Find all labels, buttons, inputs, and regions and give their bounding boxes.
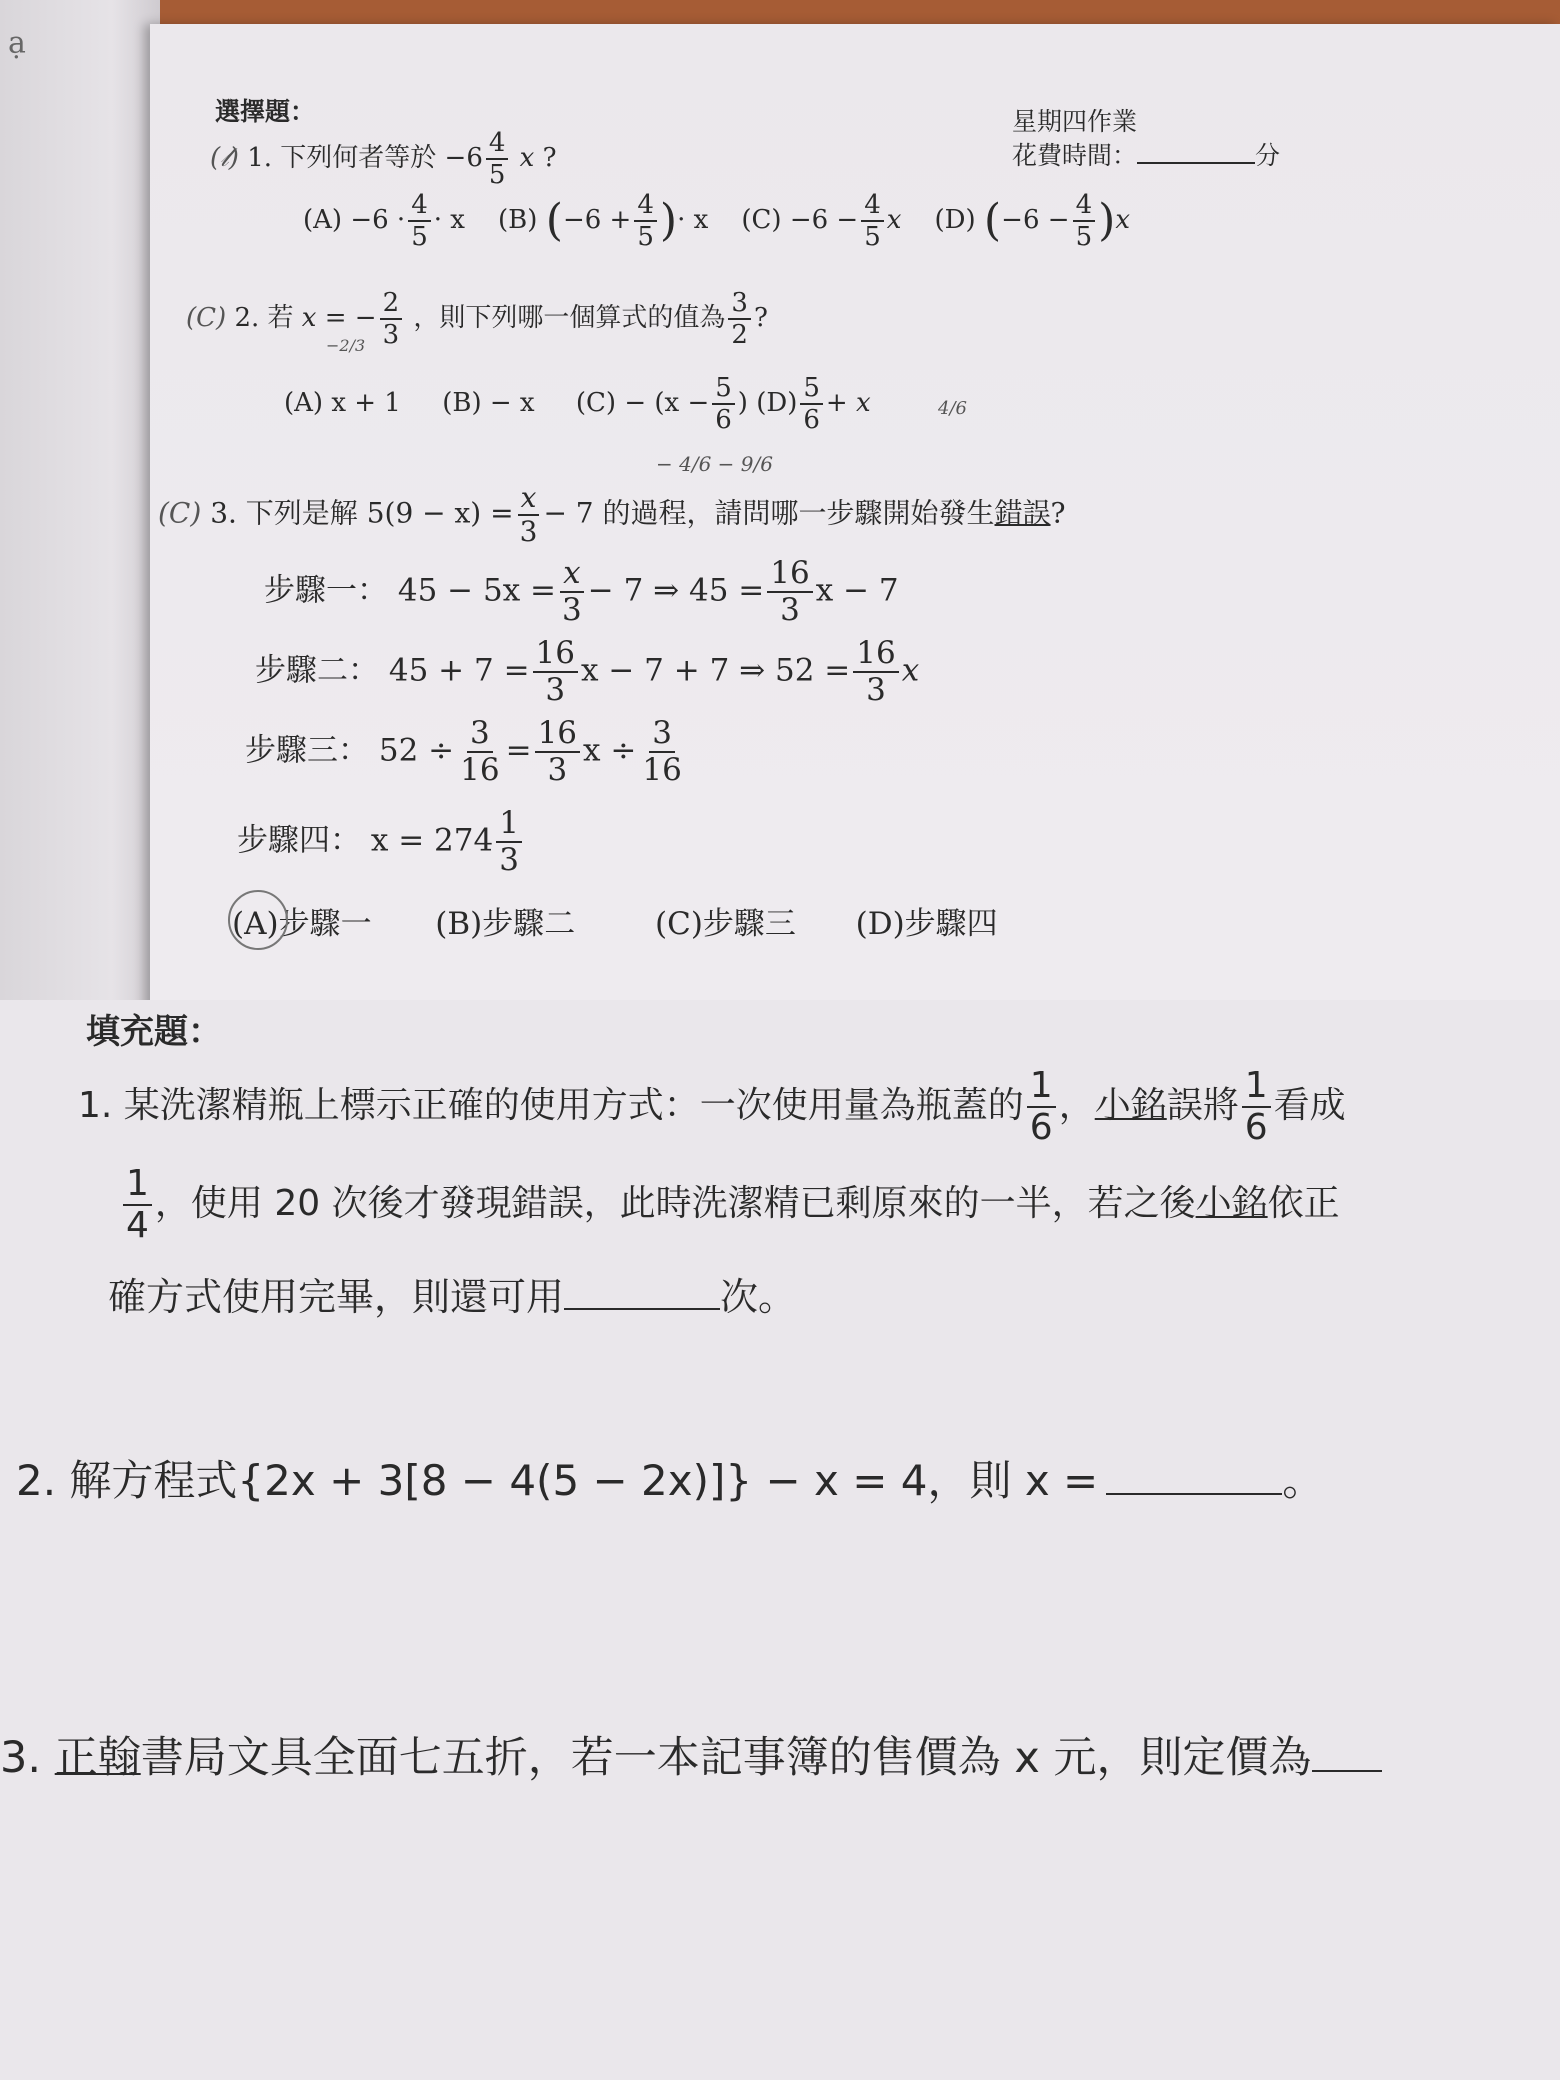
mc-question-3 bbox=[158, 481, 1066, 548]
q2-prompt-a: 2. 若 bbox=[234, 303, 294, 333]
q3-prompt-error: 錯誤 bbox=[994, 496, 1051, 530]
section-title-multiple-choice: 選擇題： bbox=[215, 97, 316, 126]
q1-value-whole: −6 bbox=[444, 143, 483, 173]
q2-x-fraction: $\frac{2}{3}$ bbox=[380, 290, 403, 348]
q3-option-a[interactable]: (A)步驟一 bbox=[232, 906, 372, 942]
fill-q3-answer-blank[interactable] bbox=[1312, 1770, 1382, 1772]
q1-option-b[interactable]: (B) (−6 + $\frac{4}{5}$ )· x bbox=[498, 190, 709, 252]
q1-option-c[interactable]: (C) −6 − $\frac{4}{5}$ x bbox=[741, 190, 902, 252]
q1-option-d[interactable]: (D) (−6 − $\frac{4}{5}$ )x bbox=[934, 190, 1131, 252]
fill-question-3: 3. 正翰書局文具全面七五折，若一本記事簿的售價為 x 元，則定價為 bbox=[0, 1724, 1382, 1785]
q1-options bbox=[303, 192, 1130, 250]
worksheet-lower bbox=[0, 1000, 1560, 2080]
q3-option-b[interactable]: (B)步驟二 bbox=[435, 906, 576, 942]
fill-q1-answer-blank[interactable] bbox=[564, 1308, 720, 1310]
q1-option-a[interactable]: (A) −6 · $\frac{4}{5}$ · x bbox=[303, 190, 465, 252]
q1-prompt: 1. 下列何者等於 bbox=[247, 143, 437, 173]
q1-value-fraction: $\frac{4}{5}$ bbox=[486, 130, 509, 188]
q1-answer-mark: (𝓁) bbox=[210, 143, 239, 173]
q2-hand-note-3: − 4/6 − 9/6 bbox=[656, 452, 773, 476]
q3-step-3: 步驟三： 52 ÷ $\frac{3}{16}$ = $\frac{16}{3}$ x ÷ $\frac{3}{16}$ bbox=[245, 715, 682, 788]
q3-prompt-b: − 7 的過程，請問哪一步驟開始發生 bbox=[543, 496, 995, 530]
q3-step-1: 步驟一： 45 − 5x = $\frac{x}{3}$ − 7 ⇒ 45 = $\frac{16}{3}$ x − 7 bbox=[264, 555, 899, 628]
fill-question-2: 2. 解方程式{2x + 3[8 − 4(5 − 2x)]} − x = 4，則 x = 。 bbox=[16, 1456, 1325, 1505]
step-2-label: 步驟二： bbox=[255, 652, 379, 689]
step-3-label: 步驟三： bbox=[245, 732, 369, 769]
q3-option-c[interactable]: (C)步驟三 bbox=[655, 906, 796, 942]
q3-prompt-a: 3. 下列是解 5(9 − x) = bbox=[210, 496, 514, 530]
time-blank[interactable] bbox=[1137, 162, 1255, 164]
q3-step-4: 步驟四： x = 274 $\frac{1}{3}$ bbox=[237, 808, 525, 876]
person-name: 小銘 bbox=[1094, 1085, 1167, 1126]
section-title-fill-in: 填充題： bbox=[86, 1012, 222, 1052]
time-spent bbox=[1012, 136, 1280, 172]
q2-options bbox=[284, 375, 871, 433]
q3-prompt-fraction: $\frac{x}{3}$ bbox=[519, 481, 538, 548]
homework-title: 星期四作業 bbox=[1012, 107, 1138, 136]
mc-question-1 bbox=[210, 130, 557, 188]
q3-answer-mark: (C) bbox=[158, 496, 202, 530]
person-name-2: 小銘 bbox=[1195, 1183, 1268, 1224]
q2-option-b[interactable]: (B) − x bbox=[442, 388, 535, 418]
q2-hand-note-1: −2/3 bbox=[326, 336, 366, 355]
margin-mark-icon: ạ bbox=[8, 26, 26, 61]
time-unit: 分 bbox=[1255, 141, 1281, 170]
q2-option-a[interactable]: (A) x + 1 bbox=[284, 388, 401, 418]
q2-hand-note-2: 4/6 bbox=[938, 398, 967, 419]
mc-question-2 bbox=[186, 290, 768, 348]
q2-answer-mark: (C) bbox=[186, 303, 227, 333]
q1-question-mark: ? bbox=[542, 143, 557, 173]
q2-question-mark: ? bbox=[753, 303, 768, 333]
q3-option-d[interactable]: (D)步驟四 bbox=[855, 906, 998, 942]
q2-x-eq: x = − bbox=[301, 303, 377, 333]
q3-step-2: 步驟二： 45 + 7 = $\frac{16}{3}$ x − 7 + 7 ⇒ 52 = $\frac{16}{3}$ x bbox=[255, 635, 920, 708]
store-name: 正翰 bbox=[54, 1733, 141, 1783]
time-label: 花費時間： bbox=[1012, 141, 1138, 170]
q2-target-fraction: $\frac{3}{2}$ bbox=[728, 290, 751, 348]
q1-var: x bbox=[519, 143, 535, 173]
answer-circle-mark bbox=[228, 890, 288, 950]
fill-question-1-line-2: $\frac{1}{4}$ ，使用 20 次後才發現錯誤，此時洗潔精已剩原來的一半，若之後小銘依正 bbox=[120, 1166, 1340, 1244]
q3-question-mark: ? bbox=[1050, 496, 1066, 530]
step-1-label: 步驟一： bbox=[264, 572, 388, 609]
fill-q2-answer-blank[interactable] bbox=[1106, 1493, 1282, 1495]
step-4-label: 步驟四： bbox=[237, 822, 361, 859]
q2-option-d[interactable]: (D) $\frac{5}{6}$ + x bbox=[756, 373, 871, 435]
q2-prompt-b: ，則下列哪一個算式的值為 bbox=[413, 303, 726, 333]
fill-question-1-line-3: 確方式使用完畢，則還可用 次。 bbox=[108, 1275, 797, 1319]
q2-option-c[interactable]: (C) − (x − $\frac{5}{6}$ ) bbox=[575, 373, 748, 435]
fill-question-1-line-1: 1. 某洗潔精瓶上標示正確的使用方式：一次使用量為瓶蓋的 $\frac{1}{6}$ ，小銘誤將 $\frac{1}{6}$ 看成 bbox=[78, 1065, 1346, 1148]
q3-options bbox=[232, 898, 998, 943]
